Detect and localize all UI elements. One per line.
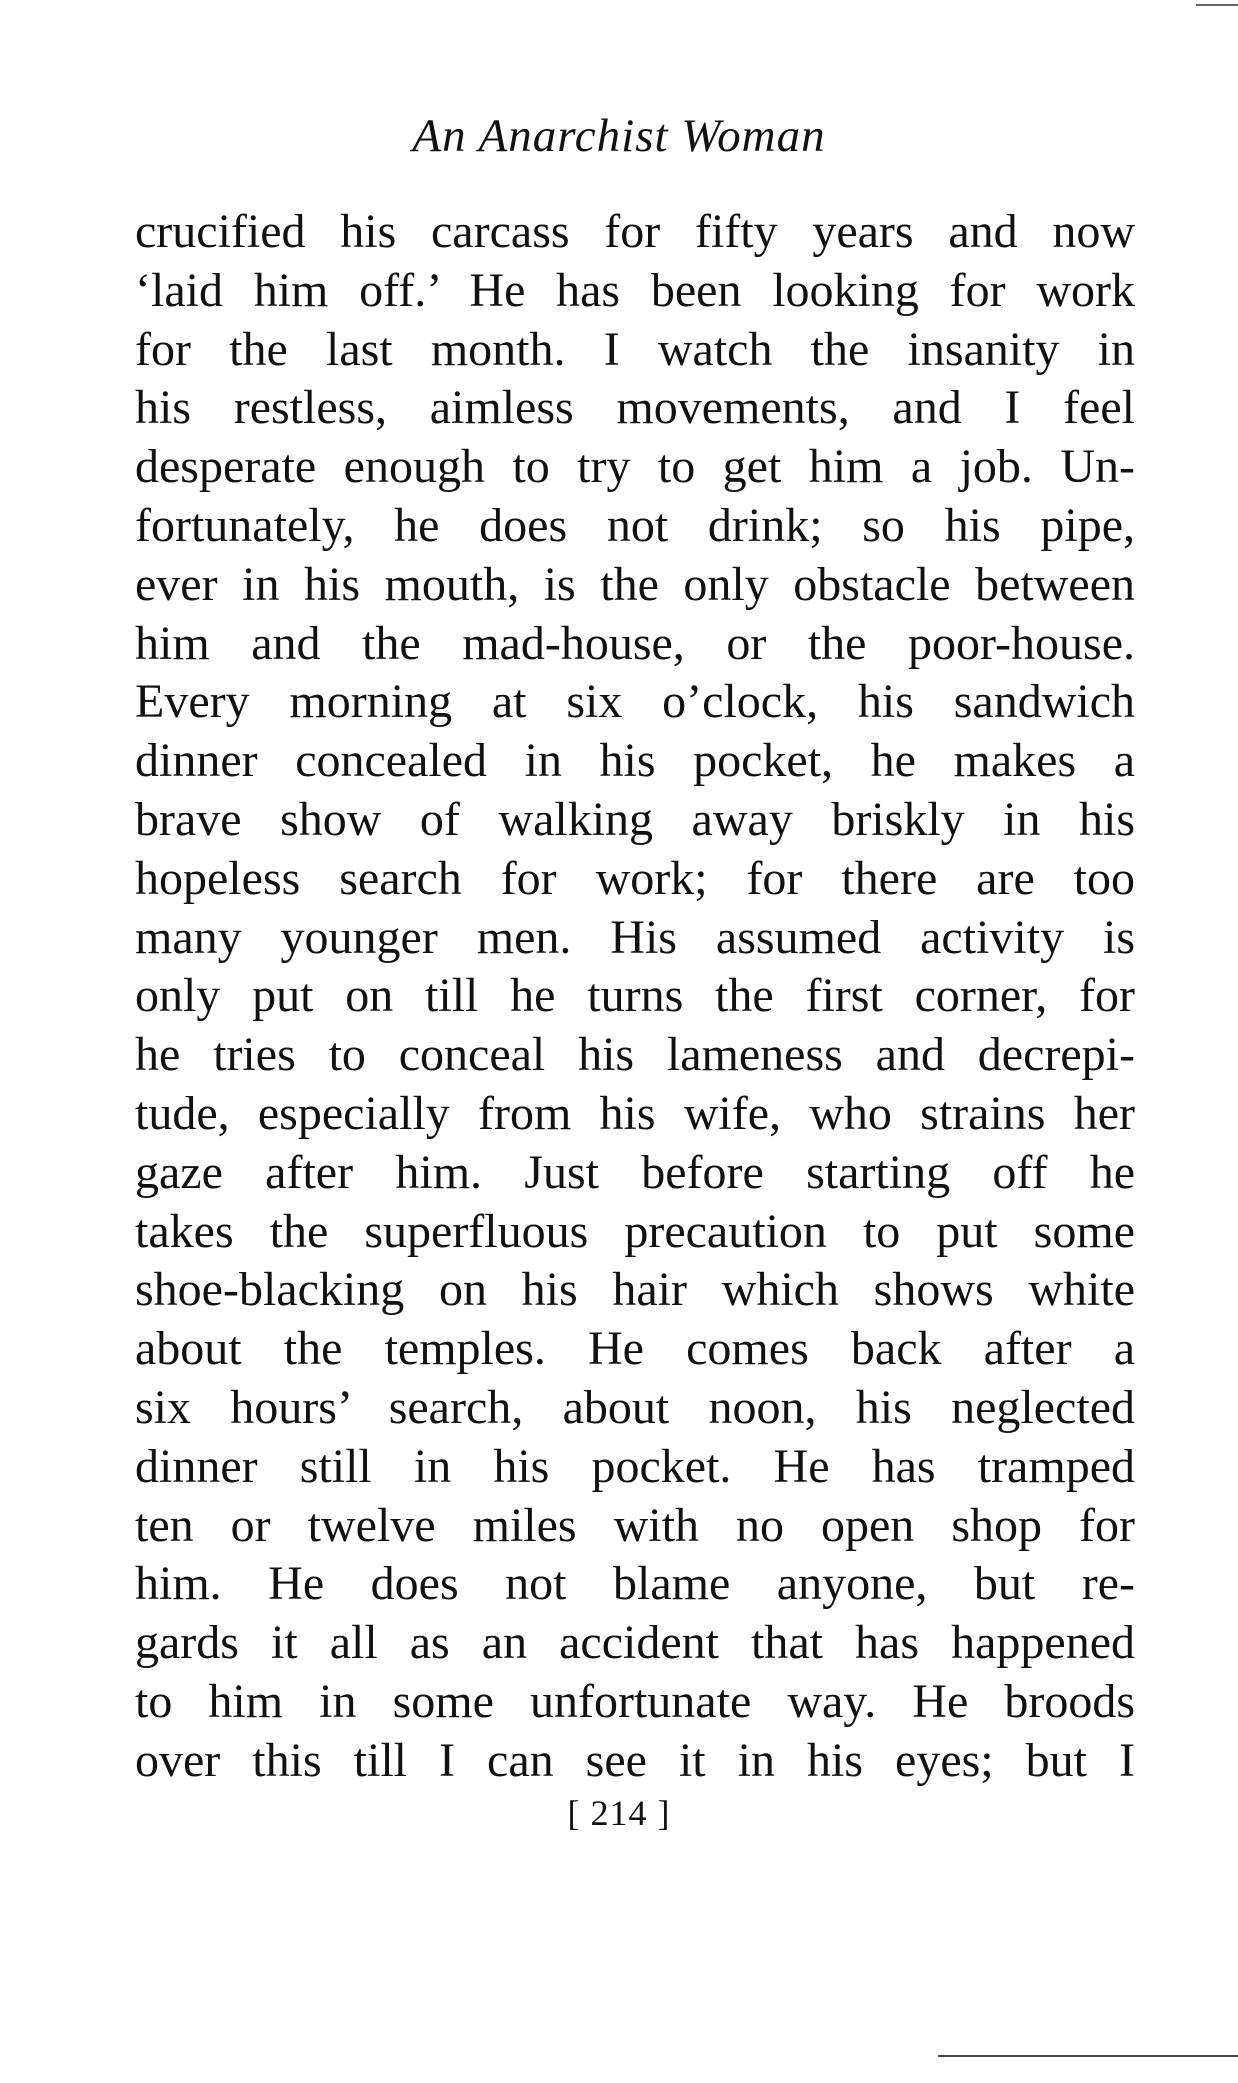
text-line: about the temples. He comes back after a bbox=[135, 1322, 1135, 1376]
text-line: brave show of walking away briskly in his bbox=[135, 792, 1135, 846]
text-line: only put on till he turns the first corner, for bbox=[135, 969, 1135, 1023]
text-line: dinner concealed in his pocket, he makes a bbox=[135, 734, 1135, 788]
text-line: takes the superfluous precaution to put some bbox=[135, 1204, 1135, 1258]
text-line: him. He does not blame anyone, but re- bbox=[135, 1557, 1135, 1611]
text-line: tude, especially from his wife, who strains her bbox=[135, 1086, 1135, 1140]
text-line: hopeless search for work; for there are too bbox=[135, 851, 1135, 905]
body-text bbox=[135, 203, 1135, 1791]
text-line: him and the mad-house, or the poor-house. bbox=[135, 616, 1135, 670]
text-line: he tries to conceal his lameness and decrepi- bbox=[135, 1028, 1135, 1082]
text-line: to him in some unfortunate way. He broods bbox=[135, 1674, 1135, 1728]
text-line: desperate enough to try to get him a job. Un- bbox=[135, 440, 1135, 494]
page-number: [ 214 ] bbox=[567, 1793, 671, 1833]
running-head: An Anarchist Woman bbox=[412, 110, 826, 162]
scan-edge-rule bbox=[938, 2055, 1238, 2057]
text-line: dinner still in his pocket. He has tramped bbox=[135, 1439, 1135, 1493]
text-line: gaze after him. Just before starting off he bbox=[135, 1145, 1135, 1199]
text-line: many younger men. His assumed activity is bbox=[135, 910, 1135, 964]
text-line: his restless, aimless movements, and I feel bbox=[135, 381, 1135, 435]
scan-edge-mark bbox=[1196, 4, 1238, 6]
text-line: ‘laid him off.’ He has been looking for work bbox=[135, 263, 1135, 317]
text-line: ten or twelve miles with no open shop for bbox=[135, 1498, 1135, 1552]
text-line: fortunately, he does not drink; so his pipe, bbox=[135, 498, 1135, 552]
text-line: ever in his mouth, is the only obstacle between bbox=[135, 557, 1135, 611]
text-line: crucified his carcass for fifty years and now bbox=[135, 205, 1135, 258]
text-line: over this till I can see it in his eyes; but I bbox=[135, 1733, 1135, 1787]
text-line: six hours’ search, about noon, his neglected bbox=[135, 1380, 1135, 1434]
text-line: shoe-blacking on his hair which shows white bbox=[135, 1263, 1135, 1317]
text-line: gards it all as an accident that has happened bbox=[135, 1616, 1135, 1670]
text-line: Every morning at six o’clock, his sandwich bbox=[135, 675, 1135, 729]
text-line: for the last month. I watch the insanity in bbox=[135, 322, 1135, 376]
